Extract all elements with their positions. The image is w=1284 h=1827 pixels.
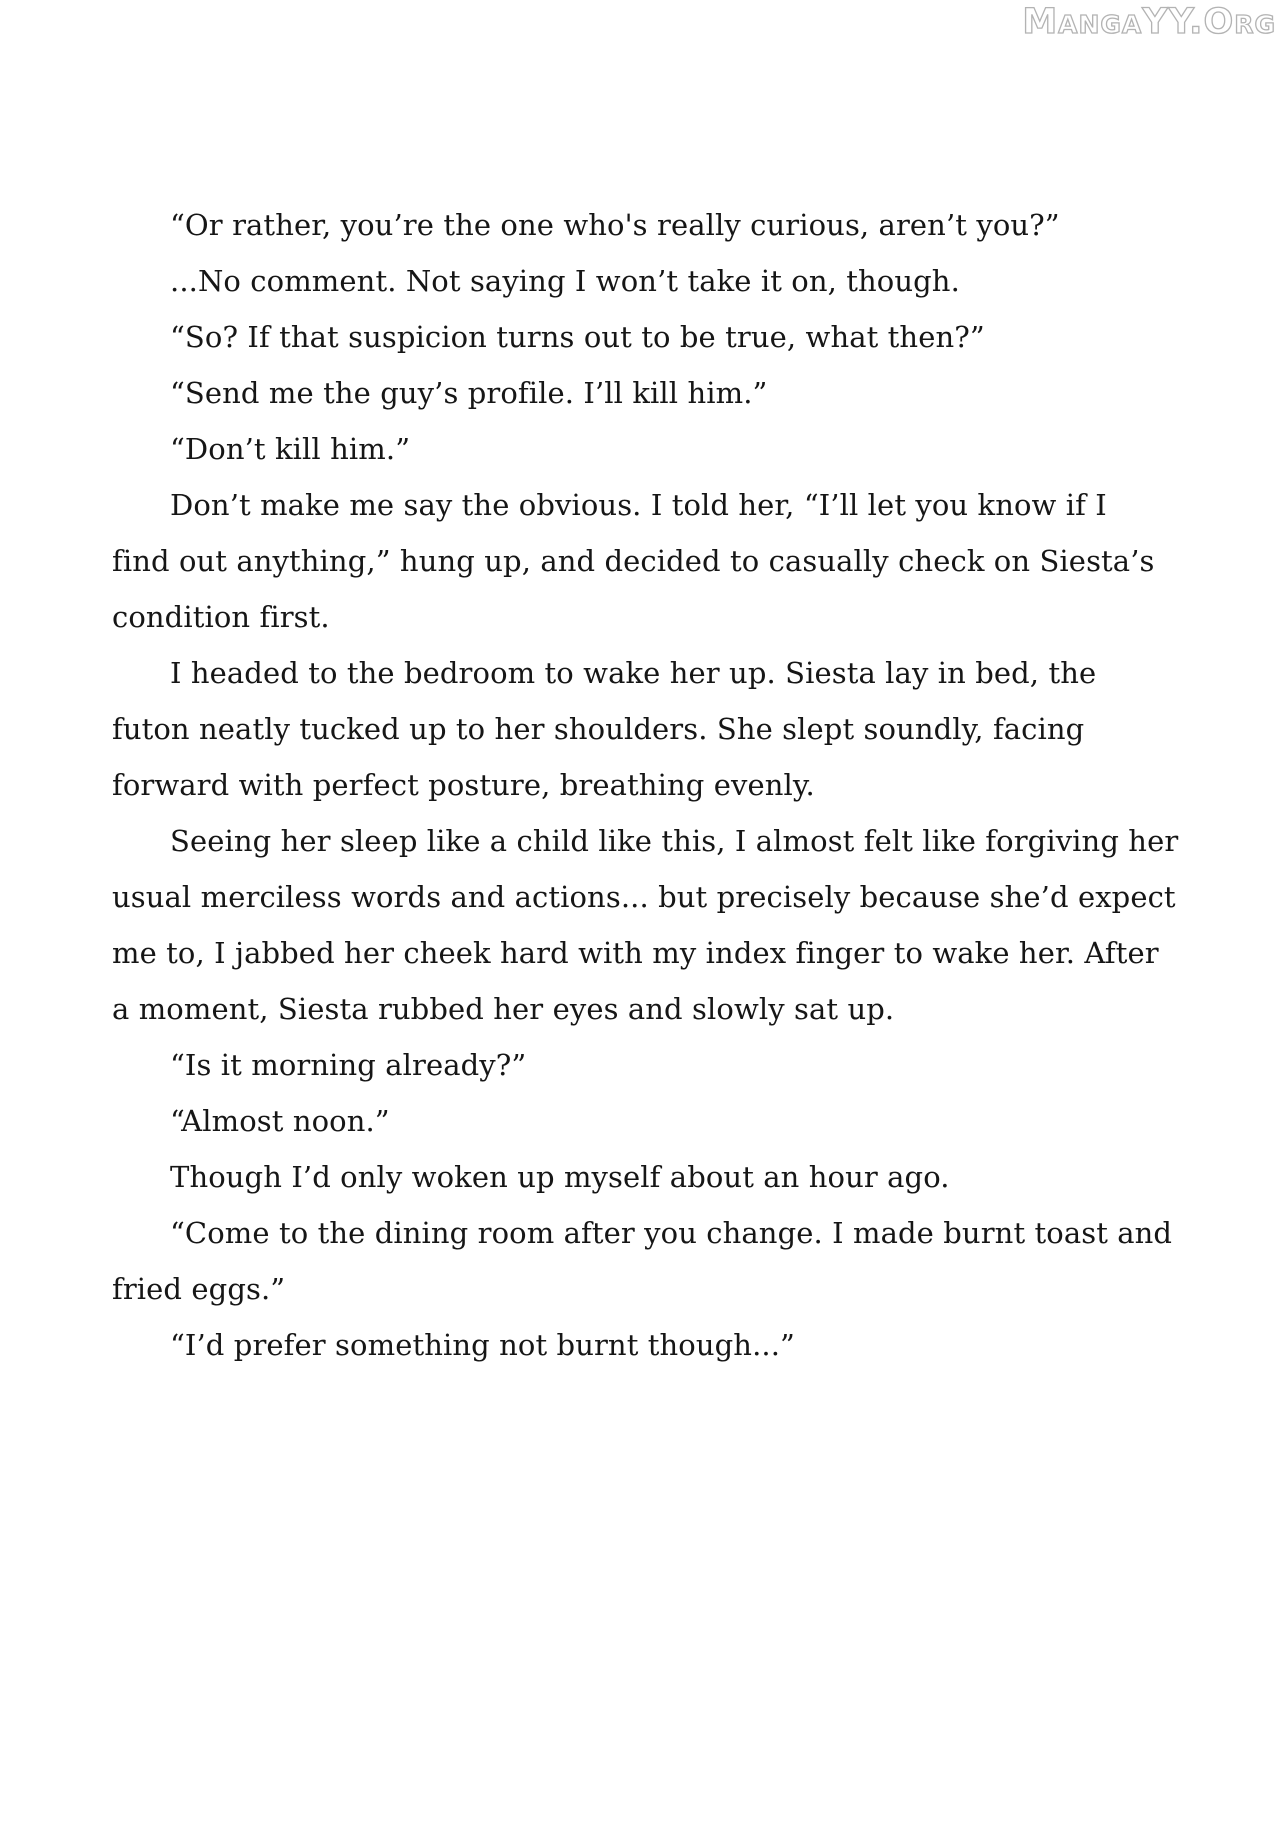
site-watermark: MangaYY.Org xyxy=(1022,2,1276,42)
novel-text-block xyxy=(112,197,1187,1373)
text-line: condition first. xyxy=(112,600,330,634)
text-line: find out anything,” hung up, and decided to casually check on Siesta’s xyxy=(112,544,1155,578)
text-line: ...No comment. Not saying I won’t take it on, though. xyxy=(170,264,960,298)
text-line: futon neatly tucked up to her shoulders. She slept soundly, facing xyxy=(112,712,1085,746)
text-line: fried eggs.” xyxy=(112,1272,286,1306)
text-line: forward with perfect posture, breathing evenly. xyxy=(112,768,815,802)
text-line: “Or rather, you’re the one who's really curious, aren’t you?” xyxy=(170,208,1060,242)
text-line: “Is it morning already?” xyxy=(170,1048,527,1082)
text-line: me to, I jabbed her cheek hard with my index finger to wake her. After xyxy=(112,936,1159,970)
text-line: Don’t make me say the obvious. I told her, “I’ll let you know if I xyxy=(170,488,1107,522)
text-line: “So? If that suspicion turns out to be true, what then?” xyxy=(170,320,985,354)
text-line: Seeing her sleep like a child like this, I almost felt like forgiving her xyxy=(170,824,1179,858)
text-line: “Don’t kill him.” xyxy=(170,432,411,466)
text-line: Though I’d only woken up myself about an hour ago. xyxy=(170,1160,950,1194)
text-line: usual merciless words and actions... but precisely because she’d expect xyxy=(112,880,1176,914)
text-line: I headed to the bedroom to wake her up. Siesta lay in bed, the xyxy=(170,656,1097,690)
text-line: “Send me the guy’s profile. I’ll kill him.” xyxy=(170,376,768,410)
text-line: a moment, Siesta rubbed her eyes and slowly sat up. xyxy=(112,992,895,1026)
text-line: “I’d prefer something not burnt though...” xyxy=(170,1328,795,1362)
text-line: “Come to the dining room after you change. I made burnt toast and xyxy=(170,1216,1173,1250)
text-line: “Almost noon.” xyxy=(170,1104,390,1138)
